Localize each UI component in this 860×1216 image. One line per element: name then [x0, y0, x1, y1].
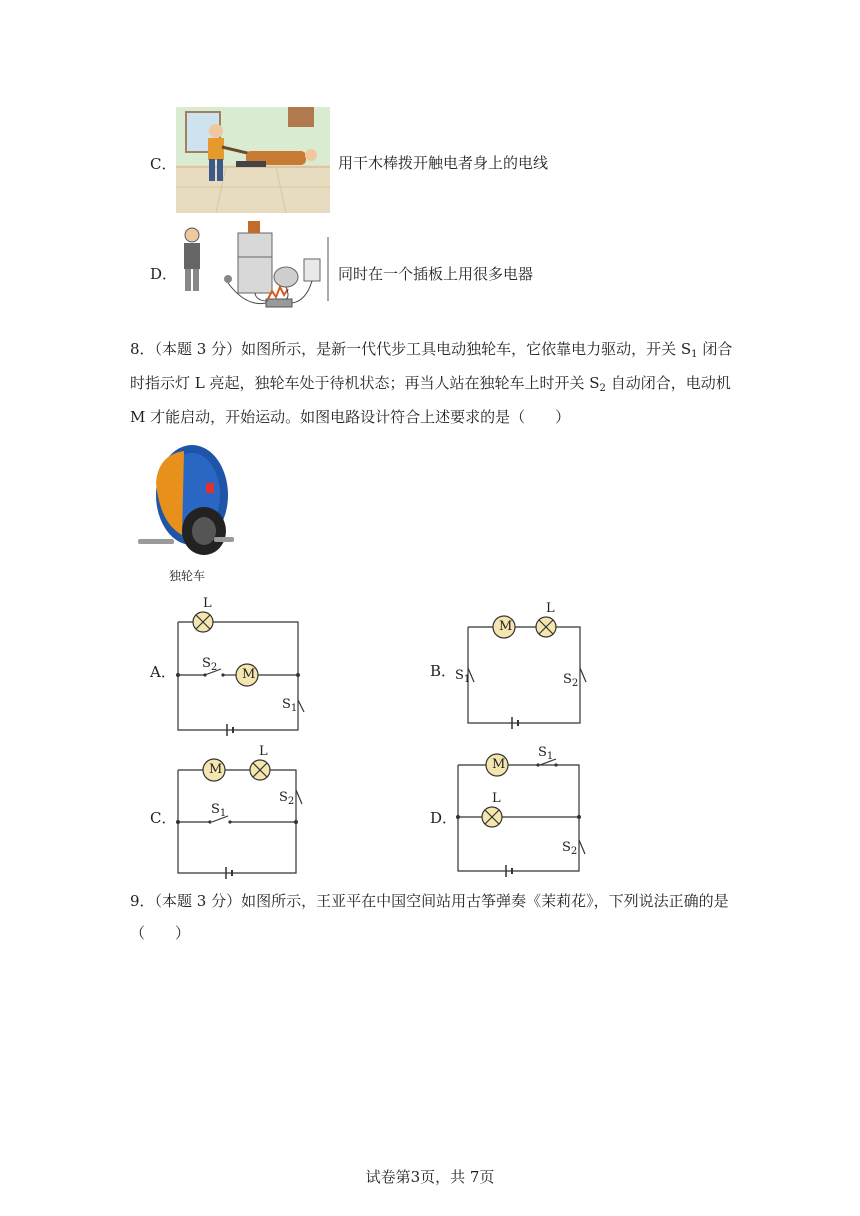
lamp-b-label: L [546, 601, 555, 616]
option-d-image [176, 217, 334, 321]
q8-line-1 [130, 338, 732, 360]
motor-c-label: M [209, 762, 223, 777]
q8-line1-b: 闭合 [697, 340, 733, 358]
lamp-c [250, 760, 270, 780]
option-c-image [176, 107, 330, 213]
q8-line1-sub: 1 [691, 349, 698, 360]
switch-c-s1: $S_1$ [211, 802, 227, 819]
switch-d-s2: $S_2$ [562, 840, 578, 857]
q8-line2-sub: 2 [599, 383, 606, 394]
lamp-a-label: L [203, 596, 212, 611]
circuit-diagrams [0, 590, 860, 890]
page-footer: 试卷第3页，共 7页 [365, 1168, 495, 1186]
circuit-d-letter: D． [430, 809, 458, 827]
switch-d-s1: $S_1$ [538, 745, 554, 762]
unicycle-caption: 独轮车 [169, 569, 206, 583]
unicycle-image [134, 443, 234, 561]
circuit-b-letter: B． [430, 662, 457, 680]
circuit-a-letter: A． [150, 663, 176, 681]
option-d-letter: D． [150, 265, 178, 283]
switch-a-s2: $S_2$ [202, 656, 218, 673]
circuit-c [178, 770, 302, 879]
lamp-b [536, 617, 556, 637]
q8-line-3: M 才能启动，开始运动。如图电路设计符合上述要求的是（ ） [130, 408, 571, 426]
junction-dots [176, 673, 581, 824]
motor-d-label: M [492, 757, 506, 772]
motor-a-label: M [242, 667, 256, 682]
switch-a-s1: $S_1$ [282, 697, 298, 714]
lamp-c-label: L [259, 744, 268, 759]
lamp-d-label: L [492, 791, 501, 806]
q8-line2-a: 时指示灯 L 亮起，独轮车处于待机状态；再当人站在独轮车上时开关 S [130, 374, 600, 392]
switch-c-s2: $S_2$ [279, 790, 295, 807]
lamp-d [482, 807, 502, 827]
circuit-d [458, 759, 585, 877]
option-c-text: 用干木棒拨开触电者身上的电线 [338, 154, 549, 172]
lamp-a [193, 612, 213, 632]
q8-line1-a: 8．（本题 3 分）如图所示，是新一代代步工具电动独轮车，它依靠电力驱动，开关 S [130, 340, 692, 358]
option-c-letter: C． [150, 155, 177, 173]
option-d-text: 同时在一个插板上用很多电器 [338, 265, 534, 283]
switch-b-s2: $S_2$ [563, 672, 579, 689]
q8-line2-b: 自动闭合，电动机 [605, 374, 731, 392]
motor-b-label: M [499, 619, 513, 634]
q9-line-2: （ ） [130, 924, 191, 942]
q8-line-2 [130, 372, 731, 394]
q9-line-1: 9．（本题 3 分）如图所示，王亚平在中国空间站用古筝弹奏《茉莉花》，下列说法正确的是 [130, 892, 729, 910]
circuit-c-letter: C． [150, 809, 177, 827]
switch-b-s1: $S_1$ [455, 668, 471, 685]
lamp-symbols [193, 612, 556, 827]
